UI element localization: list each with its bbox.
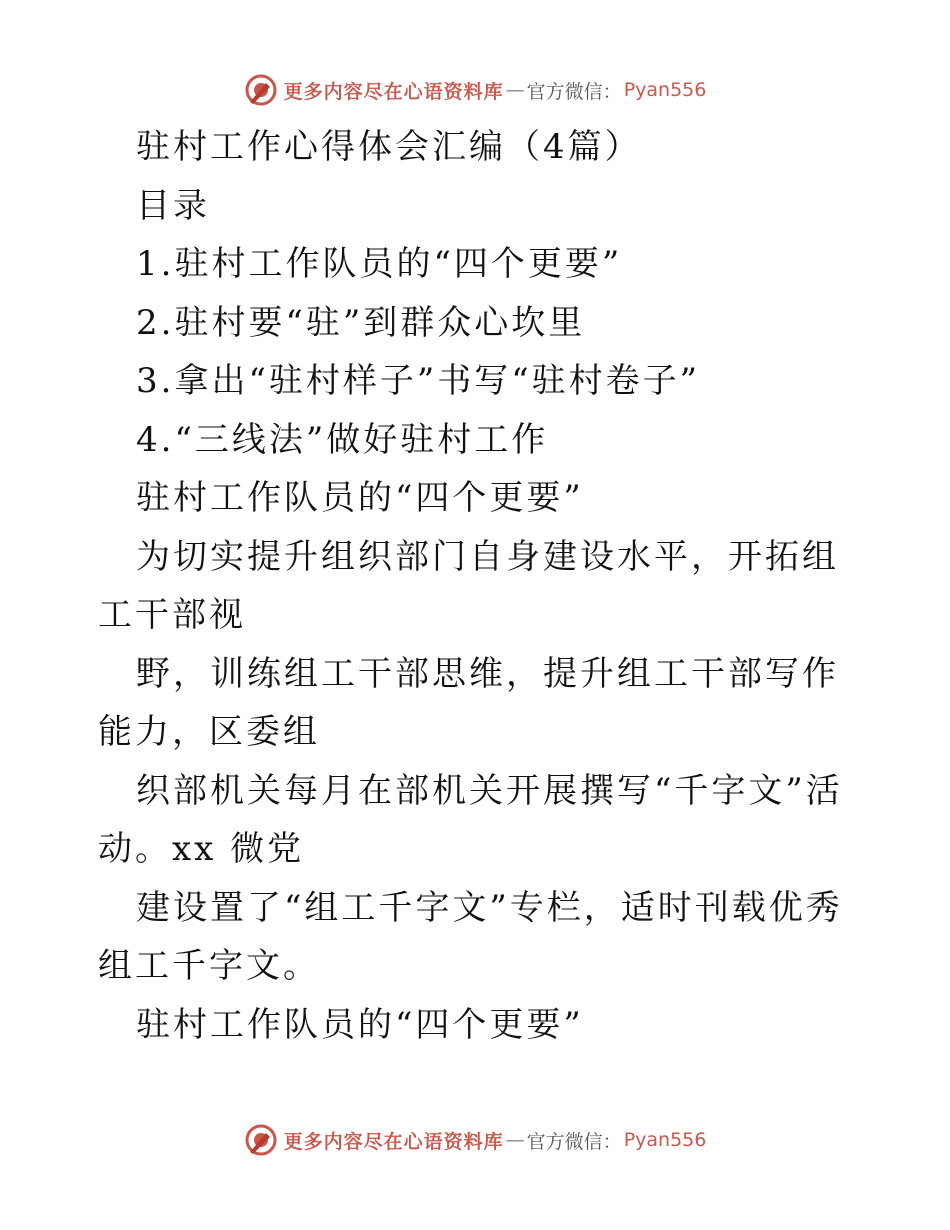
watermark-separator: — bbox=[505, 79, 525, 101]
section-title-repeat: 驻村工作队员的“四个更要” bbox=[136, 1004, 584, 1045]
body-paragraph: 为切实提升组织部门自身建设水平，开拓组工干部视 bbox=[98, 536, 839, 635]
body-paragraph: 织部机关每月在部机关开展撰写“千字文”活动。xx 微党 bbox=[98, 770, 843, 869]
document-body bbox=[98, 118, 858, 1054]
watermark-wechat-id: Pyan556 bbox=[623, 79, 707, 101]
toc-heading: 目录 bbox=[136, 185, 210, 226]
document-title: 驻村工作心得体会汇编（4篇） bbox=[136, 127, 642, 167]
footer-watermark bbox=[0, 1120, 950, 1160]
toc-item: 4.“三线法”做好驻村工作 bbox=[136, 419, 549, 460]
watermark-separator: — bbox=[505, 1129, 525, 1151]
watermark-wechat-id: Pyan556 bbox=[623, 1129, 707, 1151]
body-paragraph: 野，训练组工干部思维，提升组工干部写作能力，区委组 bbox=[98, 653, 839, 752]
section-title: 驻村工作队员的“四个更要” bbox=[136, 478, 584, 518]
body-paragraph: 建设置了“组工千字文”专栏，适时刊载优秀组工千字文。 bbox=[98, 887, 843, 986]
watermark-text: 更多内容尽在心语资料库 bbox=[283, 80, 504, 103]
watermark-label: 官方微信： bbox=[526, 80, 622, 103]
pen-logo-icon bbox=[244, 73, 278, 107]
header-watermark bbox=[0, 70, 950, 110]
toc-item: 1.驻村工作队员的“四个更要” bbox=[136, 244, 623, 284]
watermark-label: 官方微信： bbox=[526, 1130, 622, 1153]
pen-logo-icon bbox=[244, 1123, 278, 1157]
watermark-text: 更多内容尽在心语资料库 bbox=[283, 1130, 504, 1153]
toc-item: 3.拿出“驻村样子”书写“驻村卷子” bbox=[136, 361, 700, 401]
toc-item: 2.驻村要“驻”到群众心坎里 bbox=[136, 302, 586, 343]
